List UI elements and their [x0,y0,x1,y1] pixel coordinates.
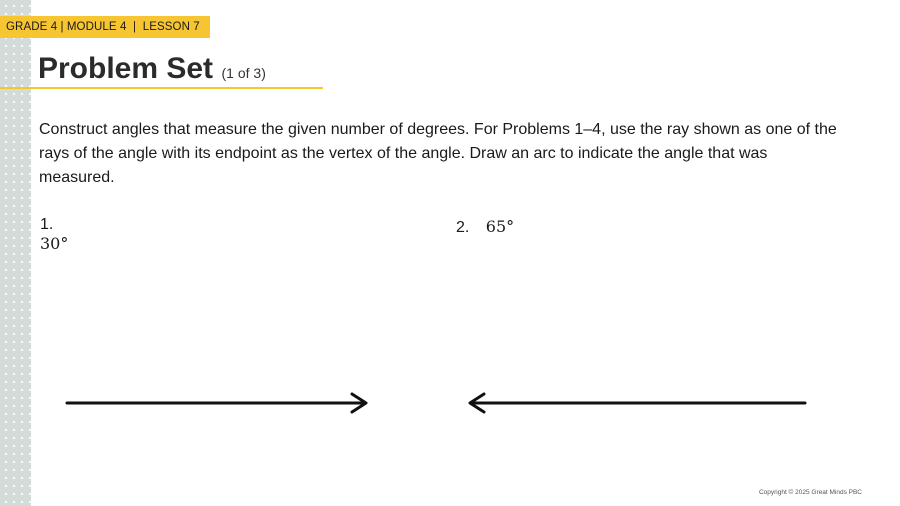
page-subtitle: (1 of 3) [221,65,266,81]
problem-1-number: 1. [40,216,54,233]
page-title: Problem Set [38,52,214,85]
problem-2-angle: 65° [485,217,515,236]
ray-left [470,394,805,412]
instructions-text: Construct angles that measure the given number of degrees. For Problems 1–4, use the ray shown as one of the rays of the angle with its endpoint as the vertex of the angle. Draw an arc to indicate the angle that was measured. [39,121,837,186]
problem-2-number: 2. [456,219,470,236]
copyright-notice: Copyright © 2025 Great Minds PBC [758,489,862,496]
ray-right [67,394,366,412]
problem-1-angle: 30° [40,234,69,253]
lesson-banner: GRADE 4 | MODULE 4 | LESSON 7 [0,16,210,38]
